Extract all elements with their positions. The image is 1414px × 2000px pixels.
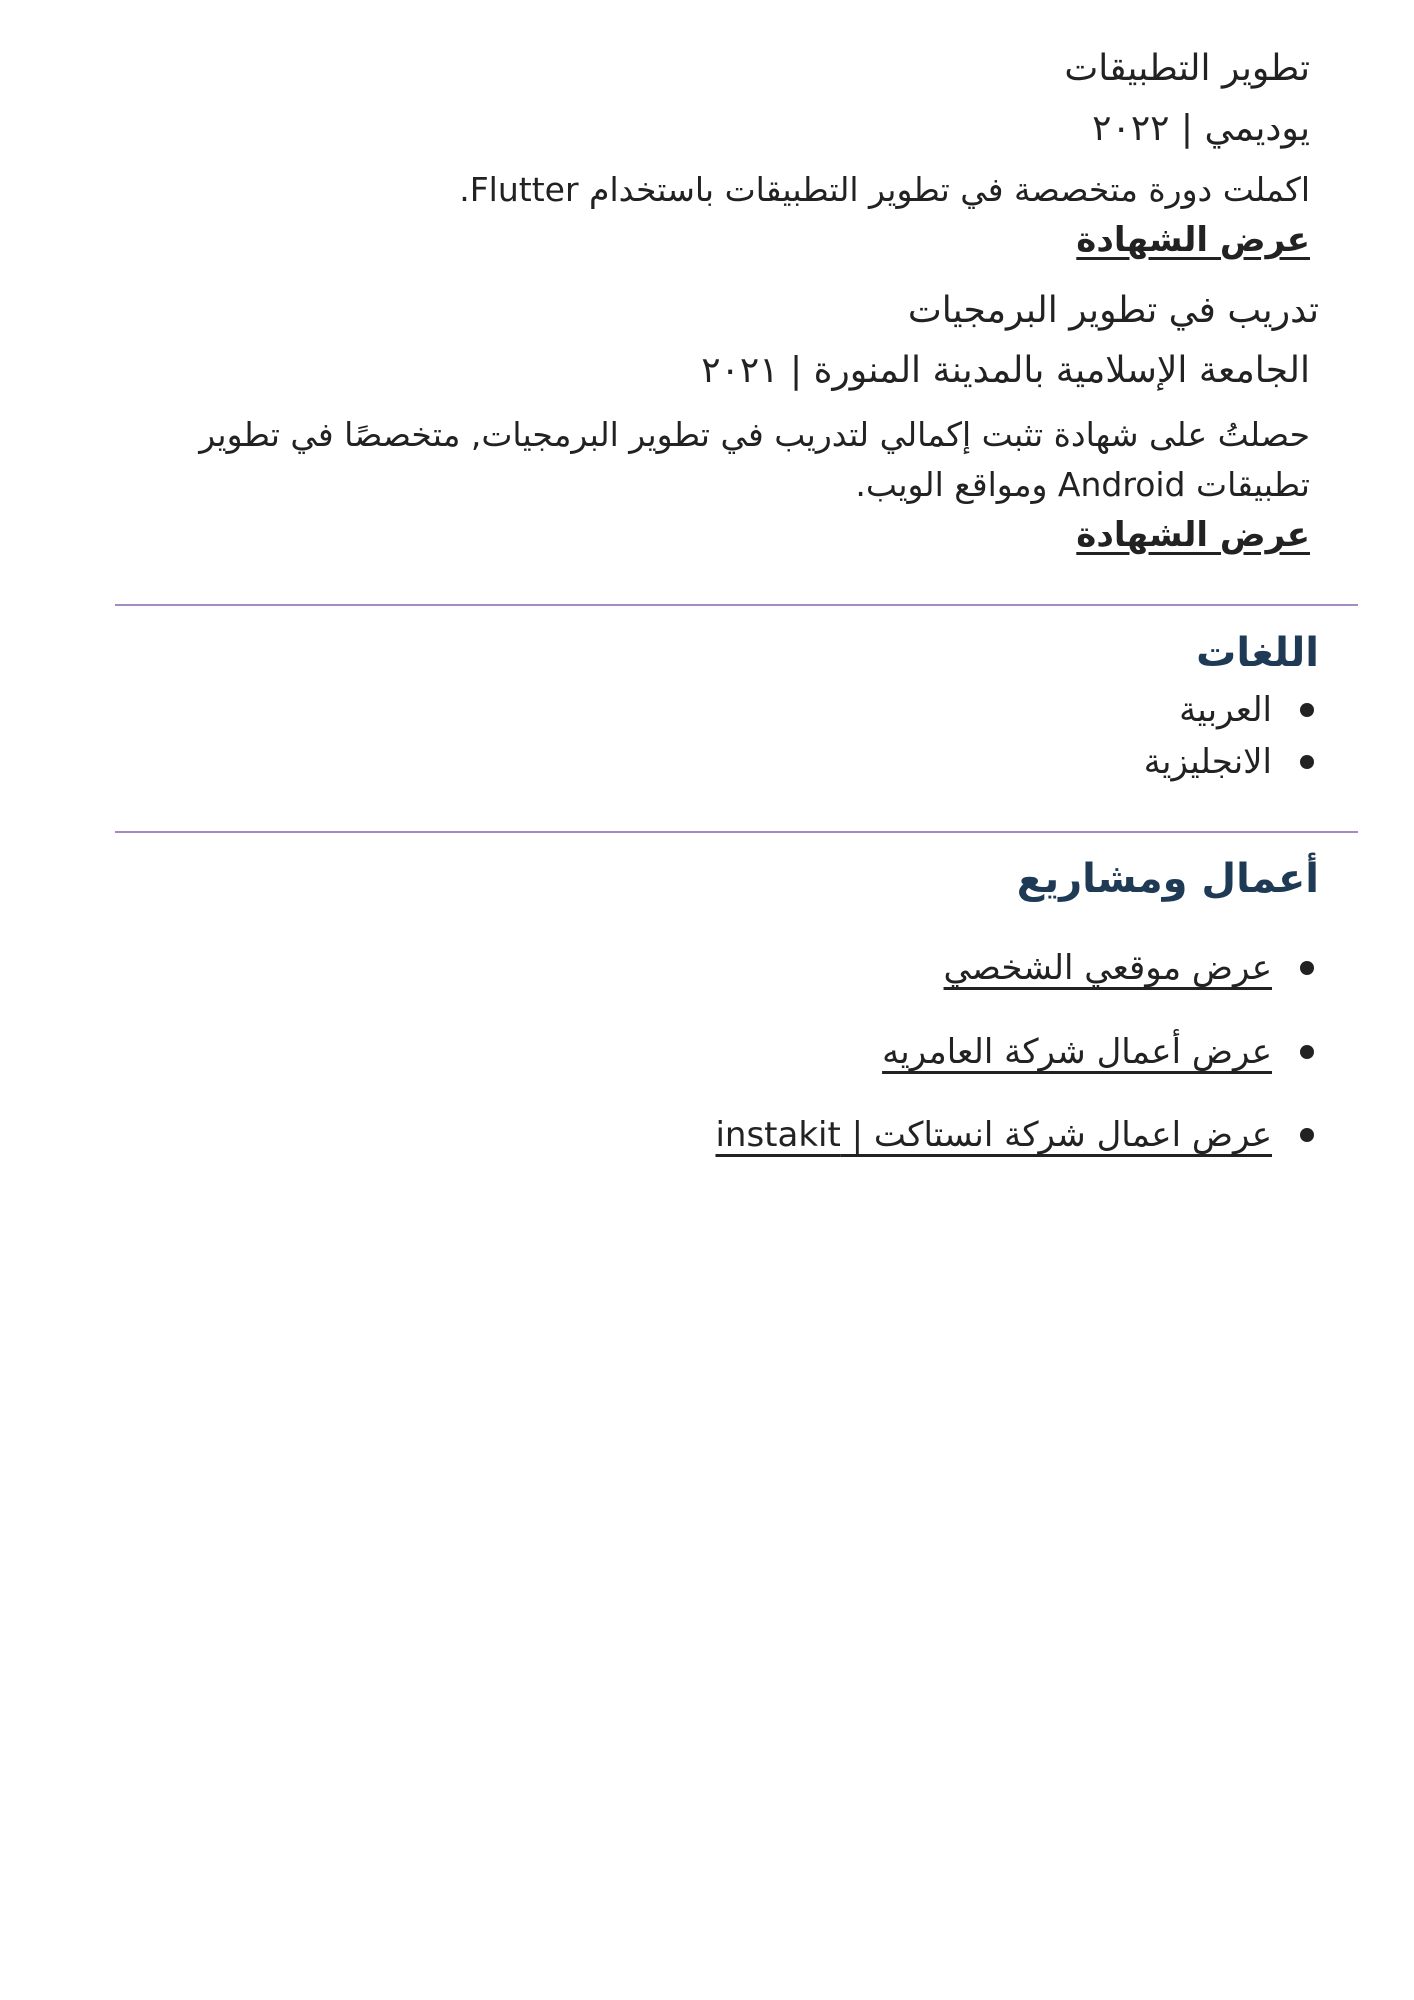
- language-item: [1144, 742, 1314, 782]
- projects-heading: أعمال ومشاريع: [1016, 856, 1319, 902]
- entry-description: حصلتُ على شهادة تثبت إكمالي لتدريب في تطوير البرمجيات, متخصصًا في تطوير تطبيقات Android ومواقع الويب.: [199, 415, 1310, 504]
- view-certificate-link[interactable]: عرض الشهادة: [1076, 515, 1310, 555]
- project-item: [715, 1115, 1314, 1155]
- language-item: [1179, 690, 1314, 730]
- project-item: [944, 948, 1314, 988]
- project-link[interactable]: عرض أعمال شركة العامريه: [882, 1032, 1272, 1072]
- entry-title: تطوير التطبيقات: [1064, 48, 1310, 89]
- bullet-icon: [1300, 703, 1314, 717]
- bullet-icon: [1300, 961, 1314, 975]
- section-divider: [115, 604, 1358, 606]
- bullet-icon: [1300, 755, 1314, 769]
- language-label: العربية: [1179, 690, 1272, 730]
- languages-heading: اللغات: [1196, 630, 1319, 676]
- bullet-icon: [1300, 1045, 1314, 1059]
- entry-org-date: الجامعة الإسلامية بالمدينة المنورة | ٢٠٢١: [701, 350, 1310, 391]
- section-divider: [115, 831, 1358, 833]
- project-link[interactable]: عرض موقعي الشخصي: [943, 948, 1272, 988]
- entry-description: اكملت دورة متخصصة في تطوير التطبيقات باستخدام Flutter.: [459, 170, 1310, 209]
- project-link[interactable]: عرض اعمال شركة انستاكت | instakit: [715, 1115, 1272, 1155]
- language-label: الانجليزية: [1143, 742, 1272, 782]
- entry-title: تدريب في تطوير البرمجيات: [907, 290, 1319, 331]
- bullet-icon: [1300, 1128, 1314, 1142]
- view-certificate-link[interactable]: عرض الشهادة: [1076, 220, 1310, 260]
- project-item: [882, 1032, 1314, 1072]
- entry-org-date: يوديمي | ٢٠٢٢: [1092, 108, 1310, 149]
